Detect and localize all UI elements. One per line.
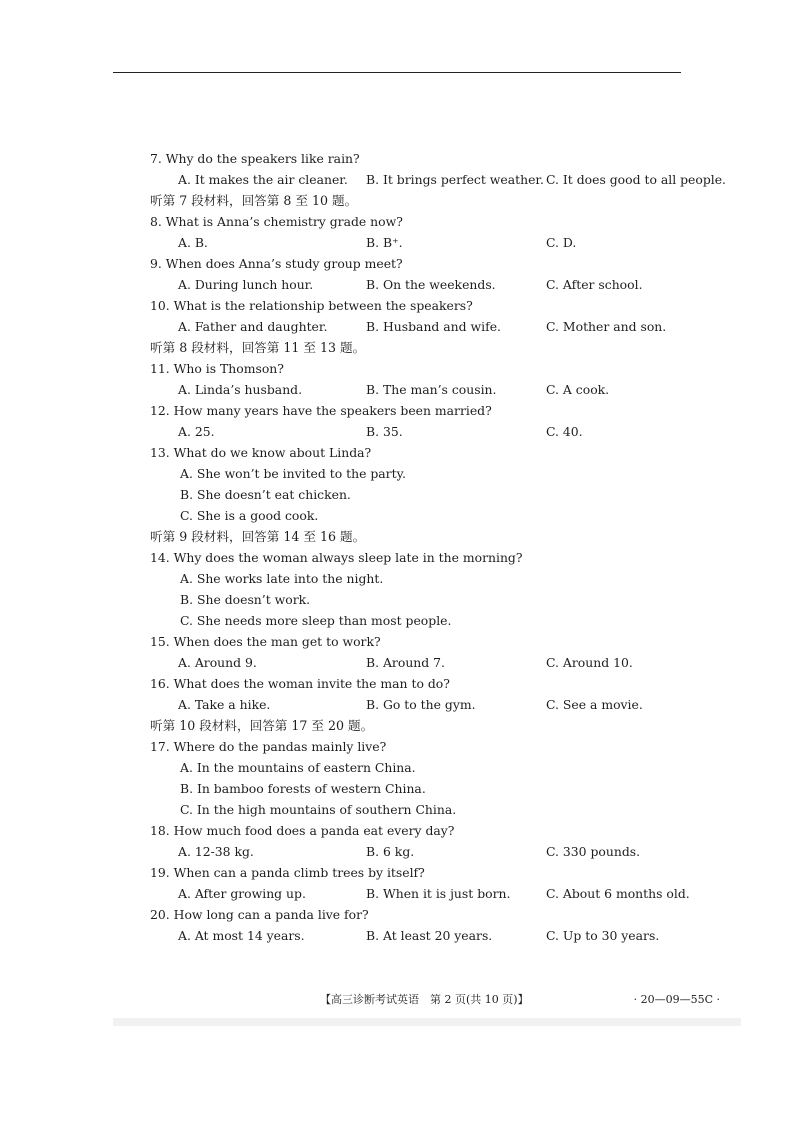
question-7: 7. Why do the speakers like rain? bbox=[150, 151, 360, 166]
option-c: C. Mother and son. bbox=[546, 319, 667, 334]
option-b: B. 35. bbox=[366, 424, 403, 439]
question-10: 10. What is the relationship between the speakers? bbox=[150, 298, 473, 313]
option-c: C. About 6 months old. bbox=[546, 886, 690, 901]
option-a: A. In the mountains of eastern China. bbox=[180, 760, 416, 775]
question-20-options bbox=[150, 925, 730, 946]
option-b: B. In bamboo forests of western China. bbox=[180, 781, 426, 796]
option-a: A. Linda’s husband. bbox=[178, 382, 303, 397]
footer-code: · 20—09—55C · bbox=[633, 993, 720, 1006]
option-c: C. 40. bbox=[546, 424, 583, 439]
question-7-options bbox=[150, 169, 730, 190]
option-a: A. It makes the air cleaner. bbox=[178, 172, 348, 187]
footer-page-info: 【高三诊断考试英语 第 2 页(共 10 页)】 bbox=[320, 993, 529, 1006]
page-footer bbox=[150, 991, 720, 1009]
option-c: C. She is a good cook. bbox=[180, 508, 319, 523]
question-12: 12. How many years have the speakers been married? bbox=[150, 403, 492, 418]
option-b: B. On the weekends. bbox=[366, 277, 496, 292]
option-c: C. Up to 30 years. bbox=[546, 928, 660, 943]
section-heading-10: 听第 10 段材料，回答第 17 至 20 题。 bbox=[150, 718, 374, 733]
question-16-options bbox=[150, 694, 730, 715]
option-a: A. 12-38 kg. bbox=[178, 844, 254, 859]
question-19-options bbox=[150, 883, 730, 904]
question-9: 9. When does Anna’s study group meet? bbox=[150, 256, 403, 271]
option-c: C. A cook. bbox=[546, 382, 610, 397]
question-14: 14. Why does the woman always sleep late in the morning? bbox=[150, 550, 523, 565]
question-8-options bbox=[150, 232, 730, 253]
top-rule bbox=[113, 72, 681, 73]
option-b: B. It brings perfect weather. bbox=[366, 172, 544, 187]
option-c: C. In the high mountains of southern China. bbox=[180, 802, 457, 817]
option-a: A. 25. bbox=[178, 424, 215, 439]
option-b: B. She doesn’t work. bbox=[180, 592, 311, 607]
question-9-options bbox=[150, 274, 730, 295]
option-b: B. When it is just born. bbox=[366, 886, 511, 901]
section-heading-8: 听第 8 段材料，回答第 11 至 13 题。 bbox=[150, 340, 366, 355]
option-b: B. 6 kg. bbox=[366, 844, 415, 859]
option-a: A. She won’t be invited to the party. bbox=[180, 466, 406, 481]
question-15-options bbox=[150, 652, 730, 673]
question-16: 16. What does the woman invite the man to do? bbox=[150, 676, 450, 691]
question-11: 11. Who is Thomson? bbox=[150, 361, 284, 376]
option-b: B. At least 20 years. bbox=[366, 928, 493, 943]
question-17: 17. Where do the pandas mainly live? bbox=[150, 739, 387, 754]
question-18: 18. How much food does a panda eat every day? bbox=[150, 823, 455, 838]
question-12-options bbox=[150, 421, 730, 442]
question-20: 20. How long can a panda live for? bbox=[150, 907, 369, 922]
question-11-options bbox=[150, 379, 730, 400]
question-18-options bbox=[150, 841, 730, 862]
option-c: C. After school. bbox=[546, 277, 643, 292]
option-b: B. Go to the gym. bbox=[366, 697, 476, 712]
question-19: 19. When can a panda climb trees by itself? bbox=[150, 865, 425, 880]
option-a: A. At most 14 years. bbox=[178, 928, 305, 943]
option-c: C. 330 pounds. bbox=[546, 844, 641, 859]
exam-sheet bbox=[150, 148, 730, 946]
bottom-band bbox=[113, 1018, 741, 1026]
option-b: B. The man’s cousin. bbox=[366, 382, 497, 397]
option-c: C. See a movie. bbox=[546, 697, 643, 712]
question-15: 15. When does the man get to work? bbox=[150, 634, 381, 649]
option-b: B. B⁺. bbox=[366, 235, 403, 250]
section-heading-9: 听第 9 段材料，回答第 14 至 16 题。 bbox=[150, 529, 366, 544]
option-b: B. Husband and wife. bbox=[366, 319, 501, 334]
option-b: B. She doesn’t eat chicken. bbox=[180, 487, 351, 502]
option-a: A. Father and daughter. bbox=[178, 319, 328, 334]
question-8: 8. What is Anna’s chemistry grade now? bbox=[150, 214, 403, 229]
question-13: 13. What do we know about Linda? bbox=[150, 445, 372, 460]
option-c: C. D. bbox=[546, 235, 577, 250]
option-a: A. She works late into the night. bbox=[180, 571, 384, 586]
option-a: A. Take a hike. bbox=[178, 697, 271, 712]
option-a: A. B. bbox=[178, 235, 208, 250]
option-a: A. After growing up. bbox=[178, 886, 306, 901]
question-10-options bbox=[150, 316, 730, 337]
option-a: A. Around 9. bbox=[178, 655, 257, 670]
option-c: C. It does good to all people. bbox=[546, 172, 726, 187]
option-c: C. She needs more sleep than most people. bbox=[180, 613, 452, 628]
option-c: C. Around 10. bbox=[546, 655, 633, 670]
option-b: B. Around 7. bbox=[366, 655, 445, 670]
section-heading-7: 听第 7 段材料，回答第 8 至 10 题。 bbox=[150, 193, 358, 208]
option-a: A. During lunch hour. bbox=[178, 277, 314, 292]
